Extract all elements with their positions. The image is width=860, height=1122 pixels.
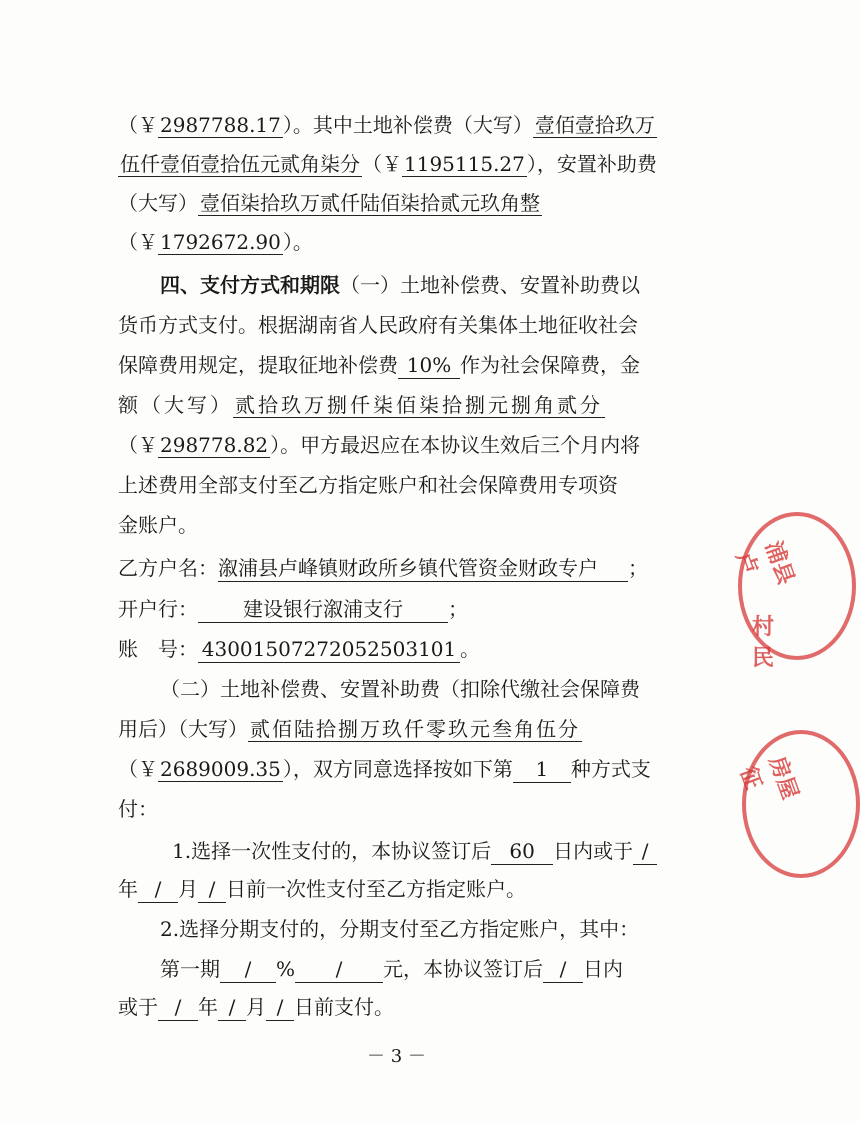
account-name-value: 溆浦县卢峰镇财政所乡镇代管资金财政专户 (218, 555, 628, 582)
option-one-line: 1.选择一次性支付的，本协议签订后 60 日内或于 / (172, 838, 732, 865)
seal-text-top-2: 村民 (752, 614, 775, 671)
net-compensation-amount: 2689009.35 (160, 757, 281, 781)
account-number-value: 43001507272052503101 (198, 636, 460, 663)
blank-slash: / (266, 994, 294, 1021)
text-line: 用后）（大写） 贰佰陆拾捌万玖仟零玖元叁角伍分 (118, 717, 580, 741)
seal-text-bottom: 房屋征 (734, 752, 804, 803)
text-line: 四、支付方式和期限（一）土地补偿费、安置补助费以 (160, 273, 640, 297)
net-compensation-words: 贰佰陆拾捌万玖仟零玖元叁角伍分 (250, 717, 580, 741)
social-security-words: 贰拾玖万捌仟柒佰柒拾捌元捌角贰分 (235, 393, 603, 417)
account-name-row: 乙方户名：溆浦县卢峰镇财政所乡镇代管资金财政专户 ； (118, 556, 648, 580)
text-line: 上述费用全部支付至乙方指定账户和社会保障费用专项资 (118, 473, 618, 497)
section-heading: 四、支付方式和期限 (160, 273, 340, 297)
blank-slash: / (138, 876, 178, 903)
bank-row: 开户行： 建设银行溆浦支行 ； (118, 597, 468, 621)
resettlement-subsidy-words: 壹佰柒拾玖万贰仟陆佰柒拾贰元玖角整 (200, 191, 540, 215)
option-two-line: 第一期 / % / 元，本协议签订后 / 日内 (160, 957, 624, 981)
blank-slash: / (633, 838, 657, 865)
land-compensation-words: 壹佰壹拾玖万 (534, 113, 655, 137)
text-line: （￥ 298778.82 ）。甲方最迟应在本协议生效后三个月内将 (118, 433, 641, 457)
bank-value: 建设银行溆浦支行 (198, 596, 448, 623)
land-compensation-words-cont: 伍仟壹佰壹拾伍元贰角柒分 (120, 152, 360, 176)
blank-slash: / (158, 994, 198, 1021)
account-number-row: 账 号： 43001507272052503101 。 (118, 637, 480, 661)
days-value: 60 (491, 838, 553, 865)
text-line: （￥ 2987788.17 ）。其中土地补偿费（大写） 壹佰壹拾玖万 (118, 113, 655, 137)
text-line: （二）土地补偿费、安置补助费（扣除代缴社会保障费 (160, 677, 640, 701)
payment-method-choice: 1 (513, 756, 571, 783)
text-line: 额（大写） 贰拾玖万捌仟柒佰柒拾捌元捌角贰分 (118, 393, 603, 417)
text-line: 货币方式支付。根据湖南省人民政府有关集体土地征收社会 (118, 313, 638, 337)
text-line: 保障费用规定，提取征地补偿费 10% 作为社会保障费，金 (118, 353, 640, 377)
text-line: 金账户。 (118, 513, 198, 537)
blank-slash: / (220, 956, 276, 983)
blank-slash: / (543, 956, 583, 983)
text-line: 付： (118, 797, 158, 821)
text-line: （￥ 1792672.90 ）。 (118, 230, 313, 254)
blank-slash: / (218, 994, 246, 1021)
resettlement-subsidy-amount: 1792672.90 (160, 230, 281, 254)
option-one-line: 年 / 月 / 日前一次性支付至乙方指定账户。 (118, 877, 526, 901)
land-compensation-amount: 1195115.27 (404, 152, 525, 176)
text-line: （￥ 2689009.35 ），双方同意选择按如下第 1 种方式支 (118, 757, 651, 781)
option-two-line: 或于 / 年 / 月 / 日前支付。 (118, 995, 394, 1019)
page-number: － 3 － (367, 1046, 426, 1067)
text-line: （大写） 壹佰柒拾玖万贰仟陆佰柒拾贰元玖角整 (118, 191, 540, 215)
option-two-line: 2.选择分期支付的，分期支付至乙方指定账户，其中： (160, 917, 640, 941)
text-line: 伍仟壹佰壹拾伍元贰角柒分 （￥ 1195115.27 ），安置补助费 (120, 152, 657, 176)
seal-text-top: 浦县卢 (730, 537, 800, 589)
social-security-percent: 10% (398, 352, 460, 379)
blank-slash: / (198, 876, 226, 903)
social-security-amount: 298778.82 (160, 433, 269, 457)
blank-slash: / (295, 956, 383, 983)
amount-total: 2987788.17 (160, 113, 281, 137)
